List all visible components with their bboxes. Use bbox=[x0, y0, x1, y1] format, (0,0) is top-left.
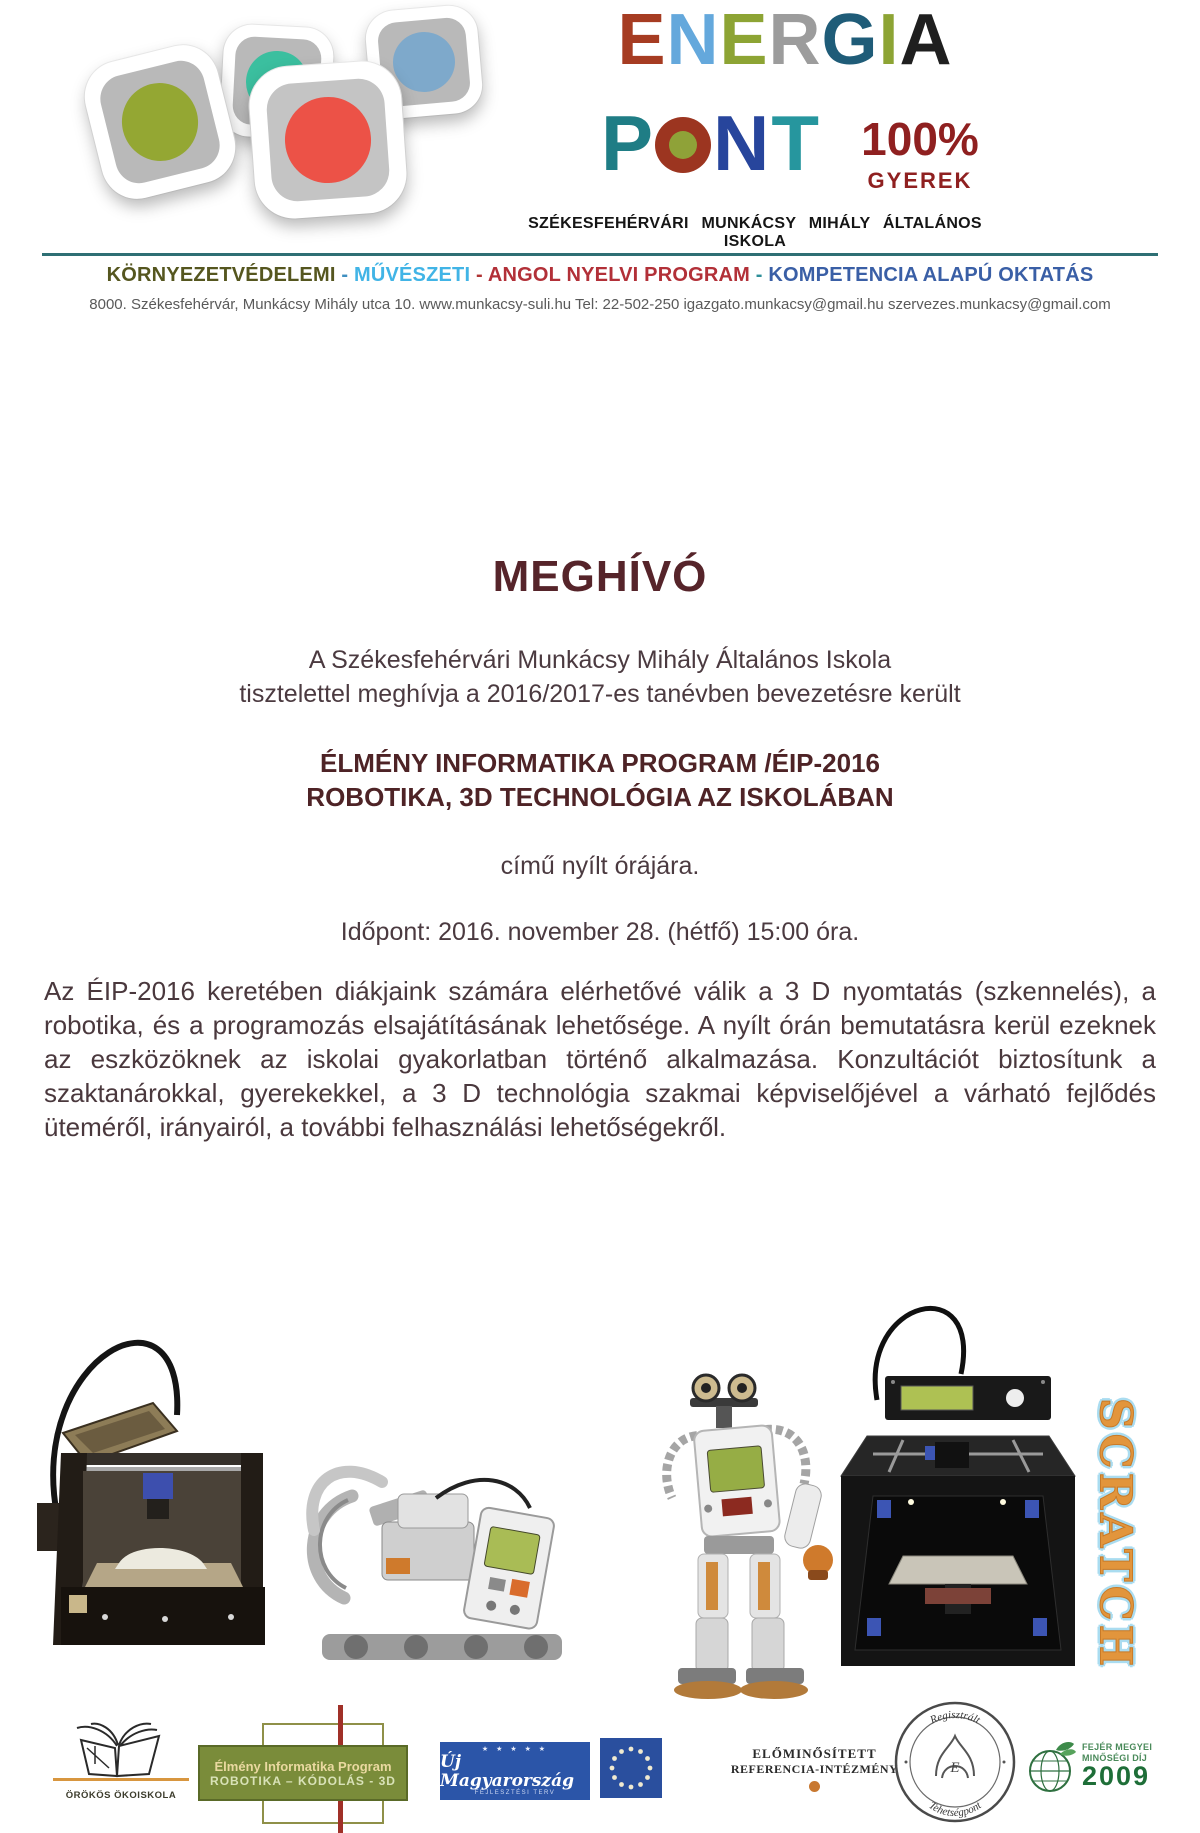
brand-pont bbox=[560, 99, 860, 187]
logo-tile-green bbox=[77, 38, 243, 207]
scratch-logo-text: SCRATCH bbox=[1089, 1397, 1141, 1671]
photo-3d-printer-enclosed bbox=[833, 1288, 1083, 1688]
program-title-line-2: ROBOTIKA, 3D TECHNOLÓGIA AZ ISKOLÁBAN bbox=[306, 782, 894, 812]
brand-100-percent: 100% bbox=[861, 113, 979, 165]
uj-magyarorszag-logo bbox=[440, 1742, 590, 1800]
event-date-line: Időpont: 2016. november 28. (hétfő) 15:00 óra. bbox=[340, 918, 860, 946]
svg-text:E: E bbox=[950, 1760, 960, 1776]
okoiskola-label: ÖRÖKÖS ÖKOISKOLA bbox=[65, 1790, 177, 1801]
eip-badge-subtitle: ROBOTIKA – KÓDOLÁS - 3D bbox=[210, 1773, 396, 1788]
brand-letter: I bbox=[878, 0, 900, 80]
brand-letter: A bbox=[899, 0, 953, 80]
eu-stars-icon bbox=[600, 1738, 662, 1798]
program-title-line-1: ÉLMÉNY INFORMATIKA PROGRAM /ÉIP-2016 bbox=[319, 748, 881, 778]
brand-letter: P bbox=[600, 99, 654, 187]
school-name: SZÉKESFEHÉRVÁRI MUNKÁCSY MIHÁLY ÁLTALÁNOS ISKOLA bbox=[528, 215, 982, 250]
photo-lego-claw-robot bbox=[286, 1438, 578, 1676]
brand-letter: G bbox=[821, 0, 879, 80]
program-segment: KOMPETENCIA ALAPÚ OKTATÁS bbox=[768, 264, 1094, 286]
brand-letter: R bbox=[768, 0, 822, 80]
program-segment: MŰVÉSZETI bbox=[353, 264, 471, 286]
brand-gyerek: GYEREK bbox=[867, 168, 973, 193]
brand-energia bbox=[560, 0, 1010, 80]
eip-badge-title: Élmény Informatika Program bbox=[214, 1758, 392, 1774]
fejer-year: 2009 bbox=[1082, 1760, 1151, 1791]
eu-flag-logo bbox=[600, 1738, 662, 1798]
photo-lego-humanoid-robot bbox=[642, 1372, 842, 1704]
logo-tile-red bbox=[247, 59, 409, 221]
fejer-megyei-dij-logo bbox=[1026, 1738, 1196, 1794]
subtitle-line: című nyílt órájára. bbox=[500, 852, 700, 880]
program-segment: ANGOL NYELVI PROGRAM bbox=[487, 264, 751, 286]
school-address-line: 8000. Székesfehérvár, Munkácsy Mihály utca 10. www.munkacsy-suli.hu Tel: 22-502-250 igazgato.munkacsy@gmail.hu szervezes.munkacsy@gmail.com bbox=[89, 296, 1111, 313]
stamp-bottom-text: Tehetségpont bbox=[926, 1799, 984, 1820]
stamp-top-text: Regisztrált bbox=[928, 1708, 982, 1727]
page-title: MEGHÍVÓ bbox=[492, 552, 708, 601]
svg-text:Regisztrált bbox=[927, 1709, 982, 1727]
brand-letter: E bbox=[617, 0, 667, 80]
eip-badge-box bbox=[198, 1745, 408, 1801]
fejer-line-2: MINŐSÉGI DÍJ bbox=[1082, 1752, 1148, 1763]
program-segment: KÖRNYEZETVÉDELEMI bbox=[106, 264, 336, 286]
program-segment: - bbox=[750, 264, 769, 286]
referencia-line-2: REFERENCIA-INTÉZMÉNY bbox=[730, 1762, 899, 1776]
brand-letter: E bbox=[719, 0, 769, 80]
fejer-line-1: FEJÉR MEGYEI bbox=[1082, 1742, 1153, 1753]
orange-dot-icon bbox=[809, 1781, 820, 1792]
intro-line-2: tisztelettel meghívja a 2016/2017-es tanévben bevezetésre került bbox=[239, 680, 961, 708]
tehetsegpont-stamp bbox=[892, 1692, 1018, 1828]
brand-letter: T bbox=[771, 99, 820, 187]
brand-letter: N bbox=[713, 99, 770, 187]
referencia-line-1: ELŐMINŐSÍTETT bbox=[752, 1746, 877, 1761]
program-tagline bbox=[0, 264, 1200, 287]
uj-magyarorszag-title: Új Magyarország bbox=[440, 1751, 574, 1791]
eip-program-badge bbox=[190, 1700, 430, 1833]
program-segment: - bbox=[470, 264, 488, 286]
stars-arc-icon: ★ ★ ★ ★ ★ bbox=[481, 1745, 549, 1753]
referencia-intezmeny-label bbox=[712, 1746, 917, 1792]
brand-letter: N bbox=[666, 0, 720, 80]
globe-icon bbox=[1026, 1738, 1078, 1794]
header-divider-line bbox=[42, 253, 1158, 256]
photo-3d-printer-open-frame bbox=[35, 1295, 275, 1665]
intro-line-1: A Székesfehérvári Munkácsy Mihály Általános Iskola bbox=[308, 646, 892, 674]
okoiskola-logo bbox=[46, 1722, 196, 1801]
uj-magyarorszag-subtitle: FEJLESZTÉSI TERV bbox=[474, 1790, 556, 1797]
pont-o-dot-icon bbox=[655, 117, 711, 173]
program-segment: - bbox=[335, 264, 354, 286]
open-book-icon bbox=[51, 1722, 191, 1784]
body-paragraph: Az ÉIP-2016 keretében diákjaink számára elérhetővé válik a 3 D nyomtatás (szkennelés), a robotika, és a programozás elsajátításának lehetősége. A nyílt órán bemutatásra kerül ezeknek az eszközöknek az iskolai gyakorlatban történő alkalmazása. Konzultációt biztosítunk a szaktanárokkal, gyerekekkel, a 3 D technológia szakmai képviselőjével a várható fejlődés üteméről, irányairól, a további felhasználási lehetőségekről. bbox=[44, 976, 1156, 1142]
scratch-logo bbox=[1062, 1396, 1168, 1672]
